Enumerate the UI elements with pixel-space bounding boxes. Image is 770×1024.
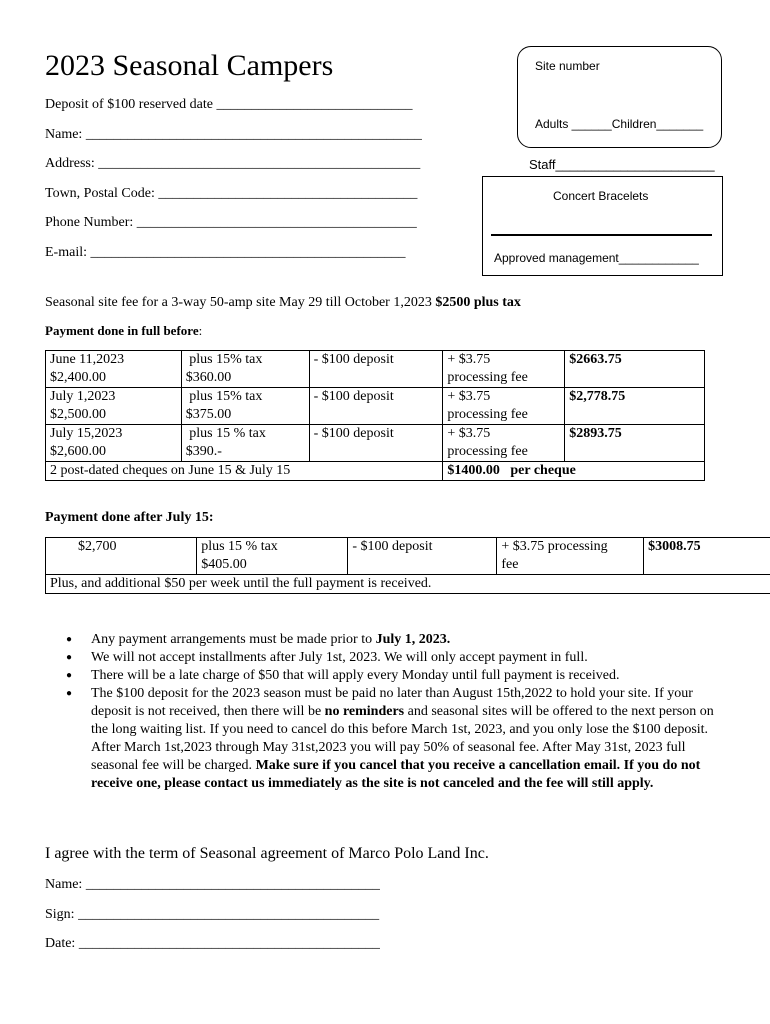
- terms-list: [66, 631, 716, 793]
- date-text: July 1,2023: [50, 389, 116, 404]
- tax-amount: $360.00: [185, 370, 232, 385]
- weekly-charge-note: Plus, and additional $50 per week until the full payment is received.: [46, 575, 770, 594]
- table-row: [46, 462, 705, 481]
- list-item: [66, 685, 716, 793]
- name-field[interactable]: Name: ________________________________________________: [45, 127, 422, 142]
- table-row: [46, 538, 770, 575]
- deposit-cell: - $100 deposit: [348, 538, 497, 575]
- deposit-cell: - $100 deposit: [309, 388, 443, 425]
- processing-amount: + $3.75: [447, 352, 491, 367]
- bullet-bold: July 1, 2023.: [375, 632, 451, 647]
- email-field[interactable]: [45, 244, 406, 262]
- total-cell: $2663.75: [565, 351, 705, 388]
- payment-full-heading: [45, 322, 202, 340]
- bullet-bold: no reminders: [324, 704, 405, 719]
- heading-colon: :: [198, 323, 203, 338]
- deposit-date-field[interactable]: Deposit of $100 reserved date ____________________________: [45, 97, 413, 112]
- bracelets-line: [491, 234, 712, 236]
- approved-management-field[interactable]: Approved management____________: [494, 251, 699, 265]
- bullet-text: and seasonal sites will be offered to the next person on the long waiting list. If you need to cancel do this before March 1st, 2023, and you only lose the $100 deposit. After March 1st,2023 through May 31st,2023 you will pay 50% of seasonal fee. After May 31st, 2023 full seasonal fee will be charged.: [91, 704, 714, 773]
- tax-cell: [181, 351, 309, 388]
- processing-label: processing fee: [447, 407, 528, 422]
- cheques-cell: 2 post-dated cheques on June 15 & July 15: [46, 462, 443, 481]
- processing-cell: [443, 425, 565, 462]
- list-item: ● There will be a late charge of $50 that will apply every Monday until full payment is received.: [66, 667, 716, 685]
- processing-label: processing fee: [447, 444, 528, 459]
- phone-field[interactable]: Phone Number: ________________________________________: [45, 215, 417, 230]
- table-row: [46, 425, 705, 462]
- fee-amount: $2500 plus tax: [435, 295, 521, 310]
- base-cell: $2,700: [46, 538, 197, 575]
- fee-description: Seasonal site fee for a 3-way 50-amp site May 29 till October 1,2023: [45, 295, 436, 310]
- page-title: 2023 Seasonal Campers: [45, 49, 334, 82]
- payment-after-table: [45, 537, 770, 594]
- tax-label: plus 15 % tax: [201, 539, 278, 554]
- date-text: June 11,2023: [50, 352, 125, 367]
- deposit-cell: - $100 deposit: [309, 425, 443, 462]
- base-price: $2,500.00: [50, 407, 106, 422]
- processing-cell: [443, 351, 565, 388]
- date-text: July 15,2023: [50, 426, 123, 441]
- deposit-cell: - $100 deposit: [309, 351, 443, 388]
- tax-cell: [181, 425, 309, 462]
- processing-amount: + $3.75: [447, 426, 491, 441]
- tax-label: plus 15 % tax: [185, 426, 266, 441]
- email-label: E-mail:: [45, 245, 91, 260]
- list-item: ● We will not accept installments after July 1st, 2023. We will only accept payment in full.: [66, 649, 716, 667]
- date-cell: [46, 388, 182, 425]
- agreement-text: I agree with the term of Seasonal agreement of Marco Polo Land Inc.: [45, 845, 489, 862]
- processing-cell: [443, 388, 565, 425]
- processing-label: fee: [501, 557, 519, 572]
- date-cell: [46, 351, 182, 388]
- processing-cell: [497, 538, 644, 575]
- address-field[interactable]: Address: ______________________________________________: [45, 156, 421, 171]
- agree-name-field[interactable]: Name: __________________________________________: [45, 877, 380, 892]
- tax-cell: [197, 538, 348, 575]
- date-field[interactable]: Date: ___________________________________________: [45, 936, 380, 951]
- tax-amount: $375.00: [185, 407, 232, 422]
- date-cell: [46, 425, 182, 462]
- payment-full-table: [45, 350, 705, 481]
- base-price: $2,400.00: [50, 370, 106, 385]
- table-row: [46, 575, 770, 594]
- total-cell: $2893.75: [565, 425, 705, 462]
- bullet-text: The $100 deposit for the 2023 season must be paid no later than August 15th,2022 to hold your site. If your deposit is not received, then there will be: [91, 686, 693, 719]
- tax-label: plus 15% tax: [185, 352, 263, 367]
- seasonal-fee-text: [45, 294, 521, 312]
- tax-label: plus 15% tax: [185, 389, 263, 404]
- tax-amount: $390.-: [185, 444, 222, 459]
- processing-label: processing fee: [447, 370, 528, 385]
- bullet-text: Any payment arrangements must be made prior to: [91, 632, 376, 647]
- bullet-bold: Make sure if you cancel that you receive a cancellation email. If you do not receive one, please contact us immediately as the site is not canceled and the fee will still apply.: [91, 758, 701, 791]
- town-postal-field[interactable]: Town, Postal Code: _____________________________________: [45, 186, 418, 201]
- base-price: $2,600.00: [50, 444, 106, 459]
- site-number-label: Site number: [535, 59, 600, 73]
- table-row: [46, 388, 705, 425]
- signature-field[interactable]: Sign: ___________________________________________: [45, 907, 380, 922]
- tax-cell: [181, 388, 309, 425]
- adults-children-field[interactable]: Adults ______Children_______: [535, 117, 704, 131]
- payment-full-heading-text: Payment done in full before: [45, 323, 199, 338]
- processing-amount: + $3.75 processing: [501, 539, 608, 554]
- total-cell: $3008.75: [644, 538, 770, 575]
- table-row: [46, 351, 705, 388]
- per-cheque-cell: $1400.00 per cheque: [443, 462, 705, 481]
- concert-bracelets-label: Concert Bracelets: [553, 189, 649, 203]
- payment-after-heading: Payment done after July 15:: [45, 510, 214, 525]
- staff-field[interactable]: Staff______________________: [529, 157, 715, 172]
- processing-amount: + $3.75: [447, 389, 491, 404]
- list-item: [66, 631, 716, 649]
- total-cell: $2,778.75: [565, 388, 705, 425]
- email-line: _____________________________________________: [90, 245, 406, 260]
- tax-amount: $405.00: [201, 557, 247, 572]
